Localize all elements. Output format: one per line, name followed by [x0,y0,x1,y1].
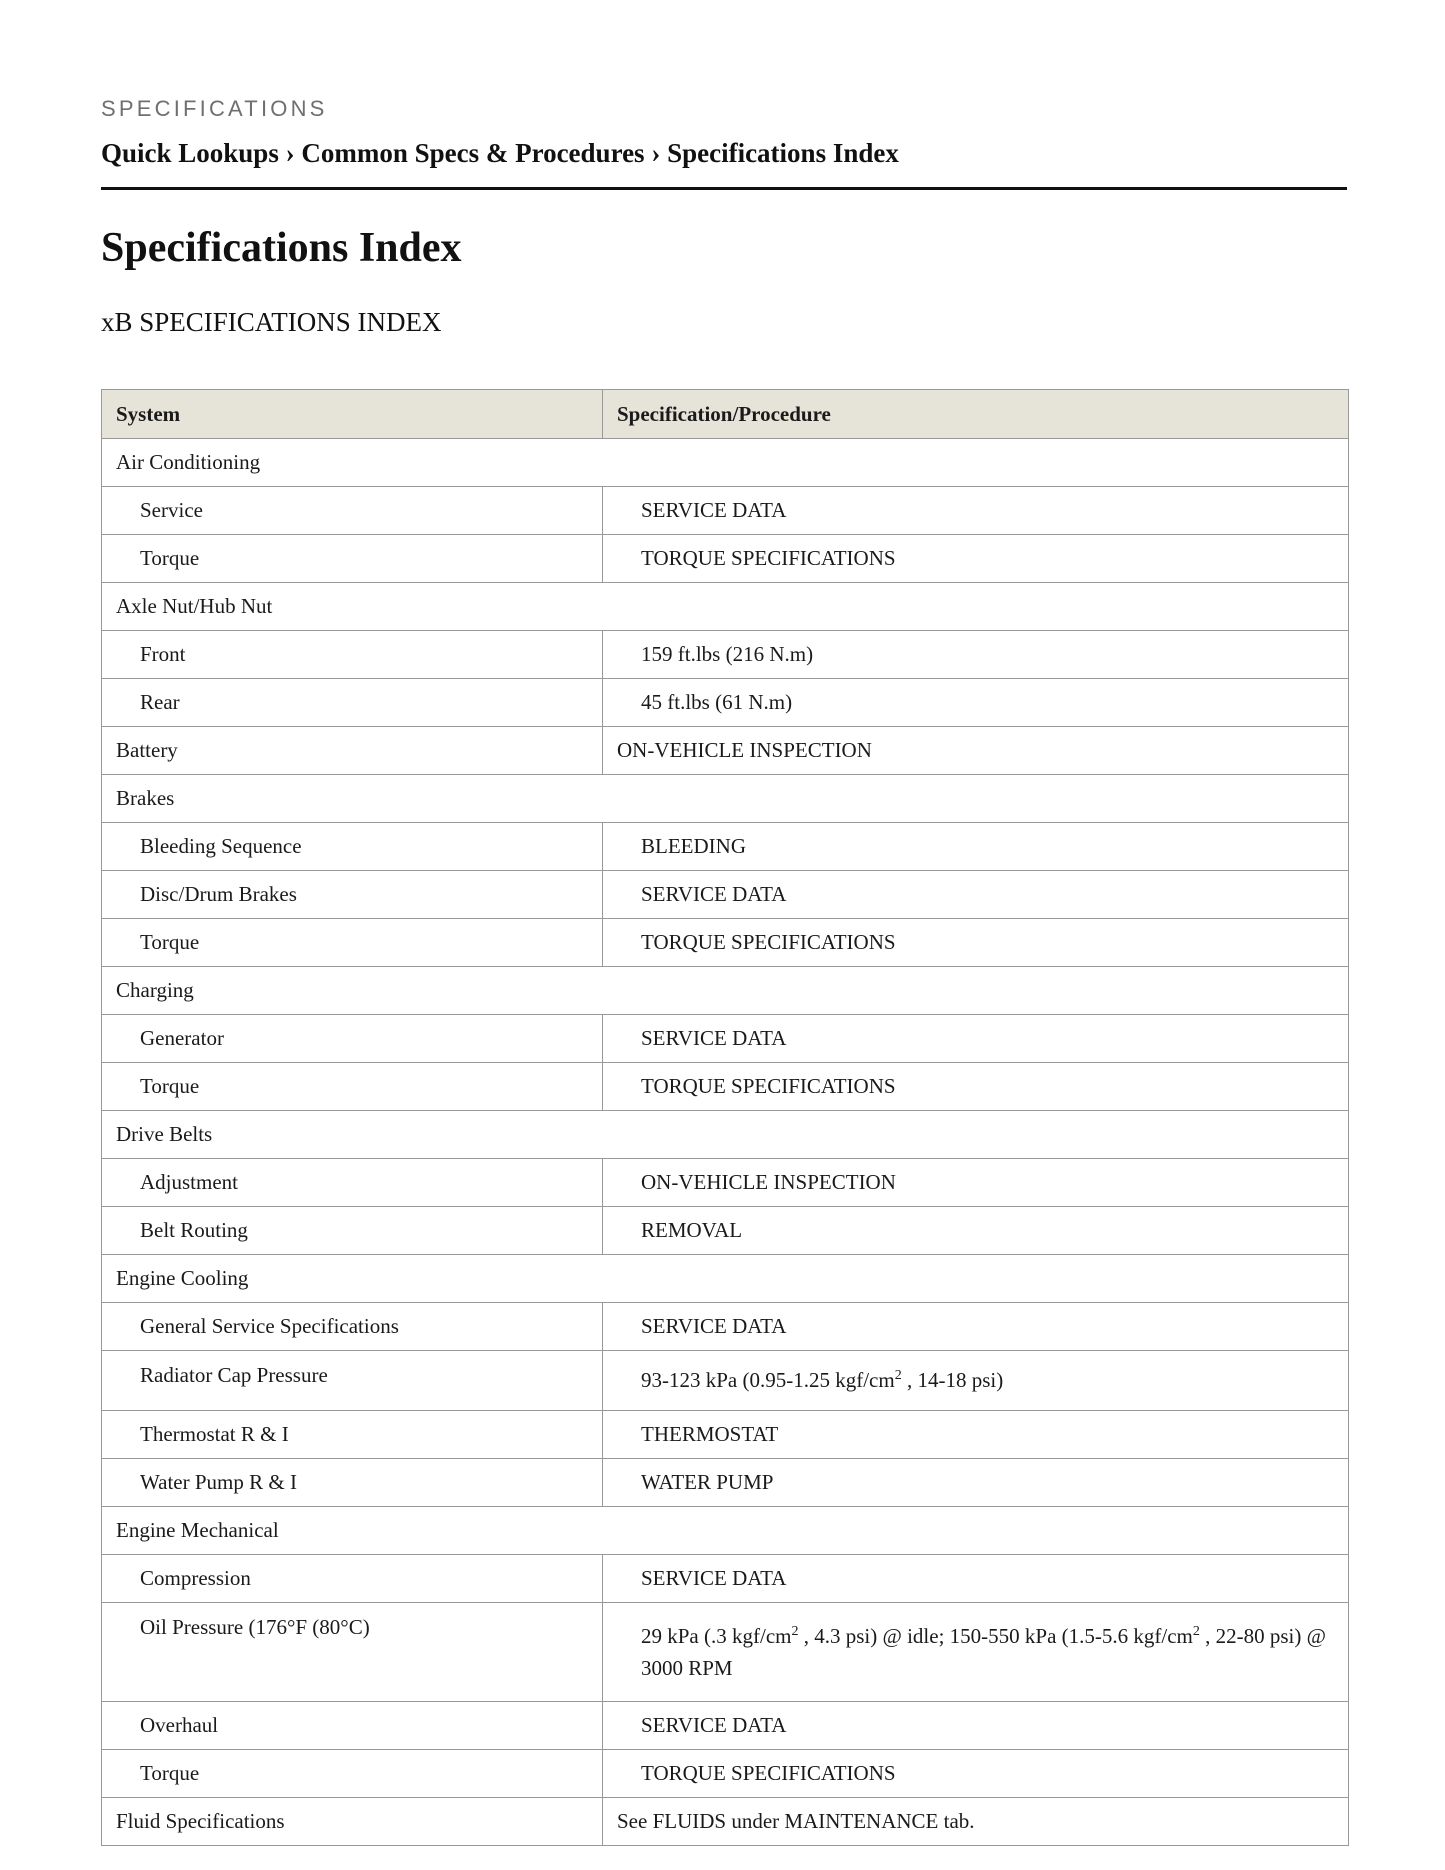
page-subtitle: xB SPECIFICATIONS INDEX [101,307,442,337]
breadcrumb-item-specifications-index[interactable]: Specifications Index [667,138,899,168]
spec-value: 45 ft.lbs (61 N.m) [603,679,1349,727]
spec-value: See FLUIDS under MAINTENANCE tab. [603,1798,1349,1846]
header-divider [101,187,1347,190]
spec-link[interactable]: SERVICE DATA [603,1702,1349,1750]
spec-text: 93-123 kPa (0.95-1.25 kgf/cm [641,1368,895,1392]
table-row [102,1411,1349,1459]
system-cell: Belt Routing [102,1207,603,1255]
breadcrumb-item-quick-lookups[interactable]: Quick Lookups [101,138,279,168]
table-row-group [102,967,1349,1015]
spec-link[interactable]: SERVICE DATA [603,1015,1349,1063]
spec-link[interactable]: TORQUE SPECIFICATIONS [603,1063,1349,1111]
superscript: 2 [894,1368,902,1383]
spec-link[interactable]: SERVICE DATA [603,1303,1349,1351]
table-row-group [102,1111,1349,1159]
system-group-label: Charging [102,967,1349,1015]
system-group-label: Engine Mechanical [102,1507,1349,1555]
system-cell: Battery [102,727,603,775]
system-cell: Torque [102,919,603,967]
column-header-system: System [102,390,603,439]
table-row-group [102,439,1349,487]
system-cell: Compression [102,1555,603,1603]
system-group-label: Air Conditioning [102,439,1349,487]
table-row [102,1702,1349,1750]
spec-link[interactable]: SERVICE DATA [603,487,1349,535]
table-row-group [102,1255,1349,1303]
table-row [102,1159,1349,1207]
table-header-row [102,390,1349,439]
system-cell: Oil Pressure (176°F (80°C) [102,1603,603,1702]
breadcrumb-separator: › [651,138,661,168]
system-cell: Front [102,631,603,679]
table-row [102,679,1349,727]
spec-link[interactable]: ON-VEHICLE INSPECTION [603,1159,1349,1207]
table-row [102,1207,1349,1255]
spec-text: , 14-18 psi) [901,1368,1004,1392]
system-cell: Adjustment [102,1159,603,1207]
system-cell: Torque [102,1750,603,1798]
system-group-label: Drive Belts [102,1111,1349,1159]
system-cell: Fluid Specifications [102,1798,603,1846]
table-row [102,1015,1349,1063]
system-cell: Water Pump R & I [102,1459,603,1507]
section-label: SPECIFICATIONS [101,96,328,121]
spec-text: , 4.3 psi) @ idle; 150-550 kPa (1.5-5.6 kgf/cm [798,1624,1193,1648]
table-row [102,1798,1349,1846]
spec-value [603,1603,1349,1702]
superscript: 2 [791,1624,799,1639]
specifications-table [101,389,1349,1846]
system-cell: Generator [102,1015,603,1063]
spec-link[interactable]: BLEEDING [603,823,1349,871]
column-header-specification: Specification/Procedure [603,390,1349,439]
system-group-label: Engine Cooling [102,1255,1349,1303]
system-cell: Radiator Cap Pressure [102,1351,603,1411]
superscript: 2 [1192,1624,1200,1639]
system-cell: Torque [102,535,603,583]
system-cell: Overhaul [102,1702,603,1750]
spec-value: 159 ft.lbs (216 N.m) [603,631,1349,679]
spec-link[interactable]: SERVICE DATA [603,871,1349,919]
table-row [102,823,1349,871]
breadcrumb-item-common-specs[interactable]: Common Specs & Procedures [301,138,645,168]
table-row [102,535,1349,583]
table-row [102,1459,1349,1507]
system-cell: General Service Specifications [102,1303,603,1351]
table-row [102,1603,1349,1702]
system-cell: Service [102,487,603,535]
system-cell: Torque [102,1063,603,1111]
spec-link[interactable]: TORQUE SPECIFICATIONS [603,1750,1349,1798]
spec-link[interactable]: WATER PUMP [603,1459,1349,1507]
spec-link[interactable]: TORQUE SPECIFICATIONS [603,535,1349,583]
spec-link[interactable]: ON-VEHICLE INSPECTION [603,727,1349,775]
breadcrumb-separator: › [285,138,295,168]
system-cell: Disc/Drum Brakes [102,871,603,919]
table-row [102,919,1349,967]
spec-text: , 22-80 psi) @ 3000 RPM [641,1624,1326,1680]
page-title: Specifications Index [101,225,462,271]
table-row-group [102,583,1349,631]
system-cell: Bleeding Sequence [102,823,603,871]
spec-link[interactable]: THERMOSTAT [603,1411,1349,1459]
spec-value [603,1351,1349,1411]
table-row [102,1555,1349,1603]
spec-link[interactable]: TORQUE SPECIFICATIONS [603,919,1349,967]
table-row-group [102,1507,1349,1555]
table-row [102,487,1349,535]
system-cell: Thermostat R & I [102,1411,603,1459]
table-row [102,1063,1349,1111]
table-row [102,1303,1349,1351]
table-row [102,631,1349,679]
table-row [102,871,1349,919]
table-row [102,1351,1349,1411]
spec-link[interactable]: SERVICE DATA [603,1555,1349,1603]
table-row [102,1750,1349,1798]
table-row-group [102,775,1349,823]
spec-text: 29 kPa (.3 kgf/cm [641,1624,792,1648]
system-cell: Rear [102,679,603,727]
system-group-label: Brakes [102,775,1349,823]
breadcrumb [101,138,899,169]
table-row [102,727,1349,775]
system-group-label: Axle Nut/Hub Nut [102,583,1349,631]
spec-link[interactable]: REMOVAL [603,1207,1349,1255]
